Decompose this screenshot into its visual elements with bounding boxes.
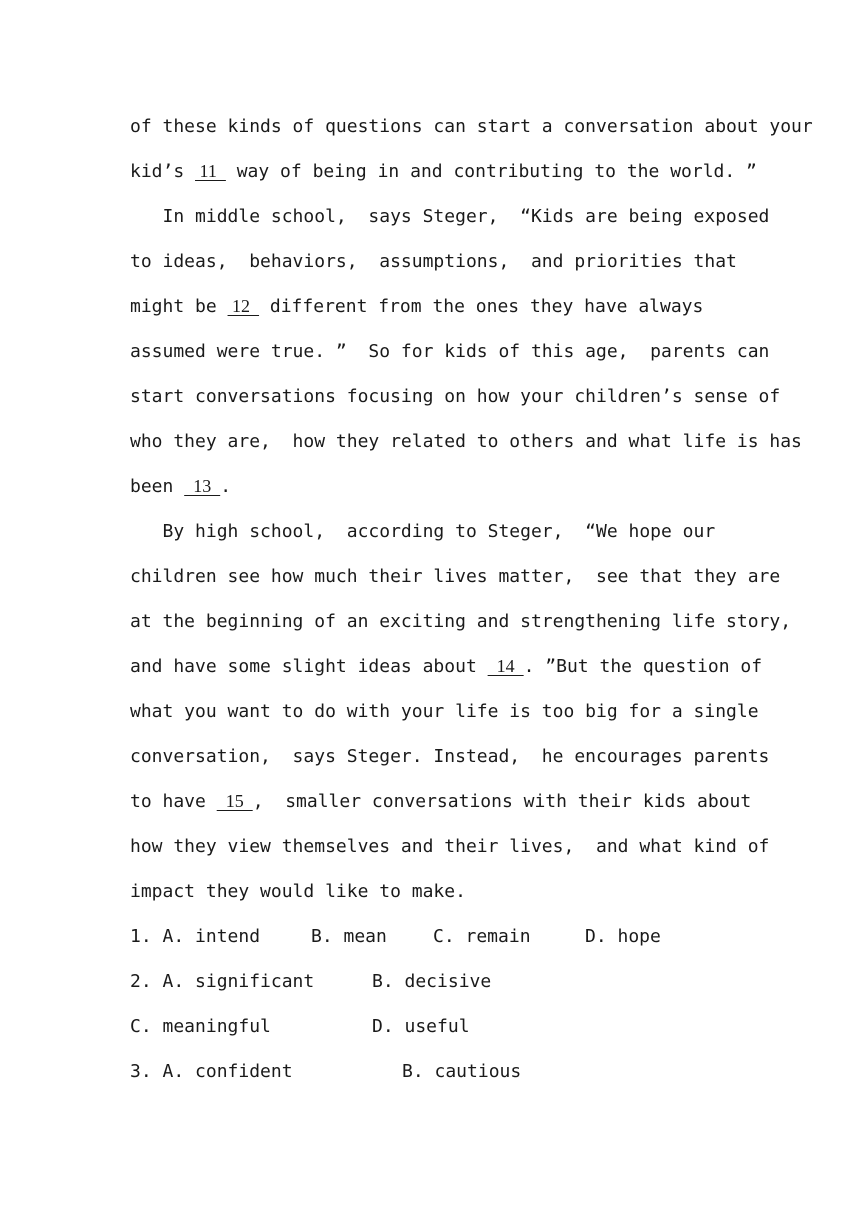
question-2-options-row2 (130, 1004, 740, 1049)
blank-15: 15 (216, 791, 253, 811)
question-1-options (130, 914, 740, 959)
passage-line (130, 554, 781, 599)
option-1c: C. remain (433, 926, 531, 947)
blank-13: 13 (184, 476, 221, 496)
passage-line (130, 824, 770, 869)
passage-text: what you want to do with your life is too big for a single (130, 701, 759, 722)
passage-line (130, 374, 781, 419)
passage-line (130, 194, 770, 239)
option-1d: D. hope (585, 926, 661, 947)
option-3a: 3. A. confident (130, 1061, 293, 1082)
question-2-options-row1 (130, 959, 740, 1004)
passage-line (130, 104, 813, 149)
passage-line (130, 284, 740, 329)
option-2d: D. useful (372, 1016, 470, 1037)
option-2a: 2. A. significant (130, 971, 315, 992)
passage-text: been (130, 476, 185, 497)
passage-text: kid’s (130, 161, 196, 182)
passage-text: . ”But the question of (523, 656, 763, 677)
option-1a: 1. A. intend (130, 926, 261, 947)
passage-text: to have (130, 791, 217, 812)
passage-text: might be (130, 296, 228, 317)
passage-text: how they view themselves and their lives, and what kind of (130, 836, 770, 857)
passage-line (130, 869, 740, 914)
passage-line (130, 149, 757, 194)
passage-line (130, 239, 740, 284)
option-3b: B. cautious (402, 1061, 522, 1082)
passage-text: children see how much their lives matter, see that they are (130, 566, 781, 587)
passage-text: who they are, how they related to others and what life is has (130, 431, 802, 452)
option-2b: B. decisive (372, 971, 492, 992)
passage-text: assumed were true. ” So for kids of this age, parents can (130, 341, 770, 362)
passage-text: start conversations focusing on how your children’s sense of (130, 386, 781, 407)
passage-text: of these kinds of questions can start a conversation about your (130, 116, 813, 137)
passage-text: different from the ones they have always (259, 296, 704, 317)
option-1b: B. mean (311, 926, 387, 947)
passage-text: impact they would like to make. (130, 881, 466, 902)
passage-line (130, 734, 770, 779)
passage-text: By high school, according to Steger, “We hope our (130, 521, 716, 542)
blank-11: 11 (195, 161, 226, 181)
passage-line (130, 689, 759, 734)
passage-text: at the beginning of an exciting and strengthening life story, (130, 611, 792, 632)
passage-text: . (220, 476, 232, 497)
blank-12: 12 (227, 296, 260, 316)
passage-line (130, 644, 763, 689)
passage-text: In middle school, says Steger, “Kids are being exposed (130, 206, 770, 227)
passage-line (130, 599, 792, 644)
passage-line (130, 329, 770, 374)
passage-text: way of being in and contributing to the world. ” (225, 161, 757, 182)
passage-text: conversation, says Steger. Instead, he encourages parents (130, 746, 770, 767)
passage-line (130, 509, 740, 554)
passage-text: and have some slight ideas about (130, 656, 488, 677)
option-2c: C. meaningful (130, 1016, 271, 1037)
passage-text: , smaller conversations with their kids about (252, 791, 752, 812)
passage-text: to ideas, behaviors, assumptions, and priorities that (130, 251, 737, 272)
document-page (130, 104, 813, 1094)
passage-line (130, 779, 752, 824)
passage-line (130, 464, 740, 509)
passage-line (130, 419, 802, 464)
question-3-options (130, 1049, 740, 1094)
blank-14: 14 (487, 656, 524, 676)
